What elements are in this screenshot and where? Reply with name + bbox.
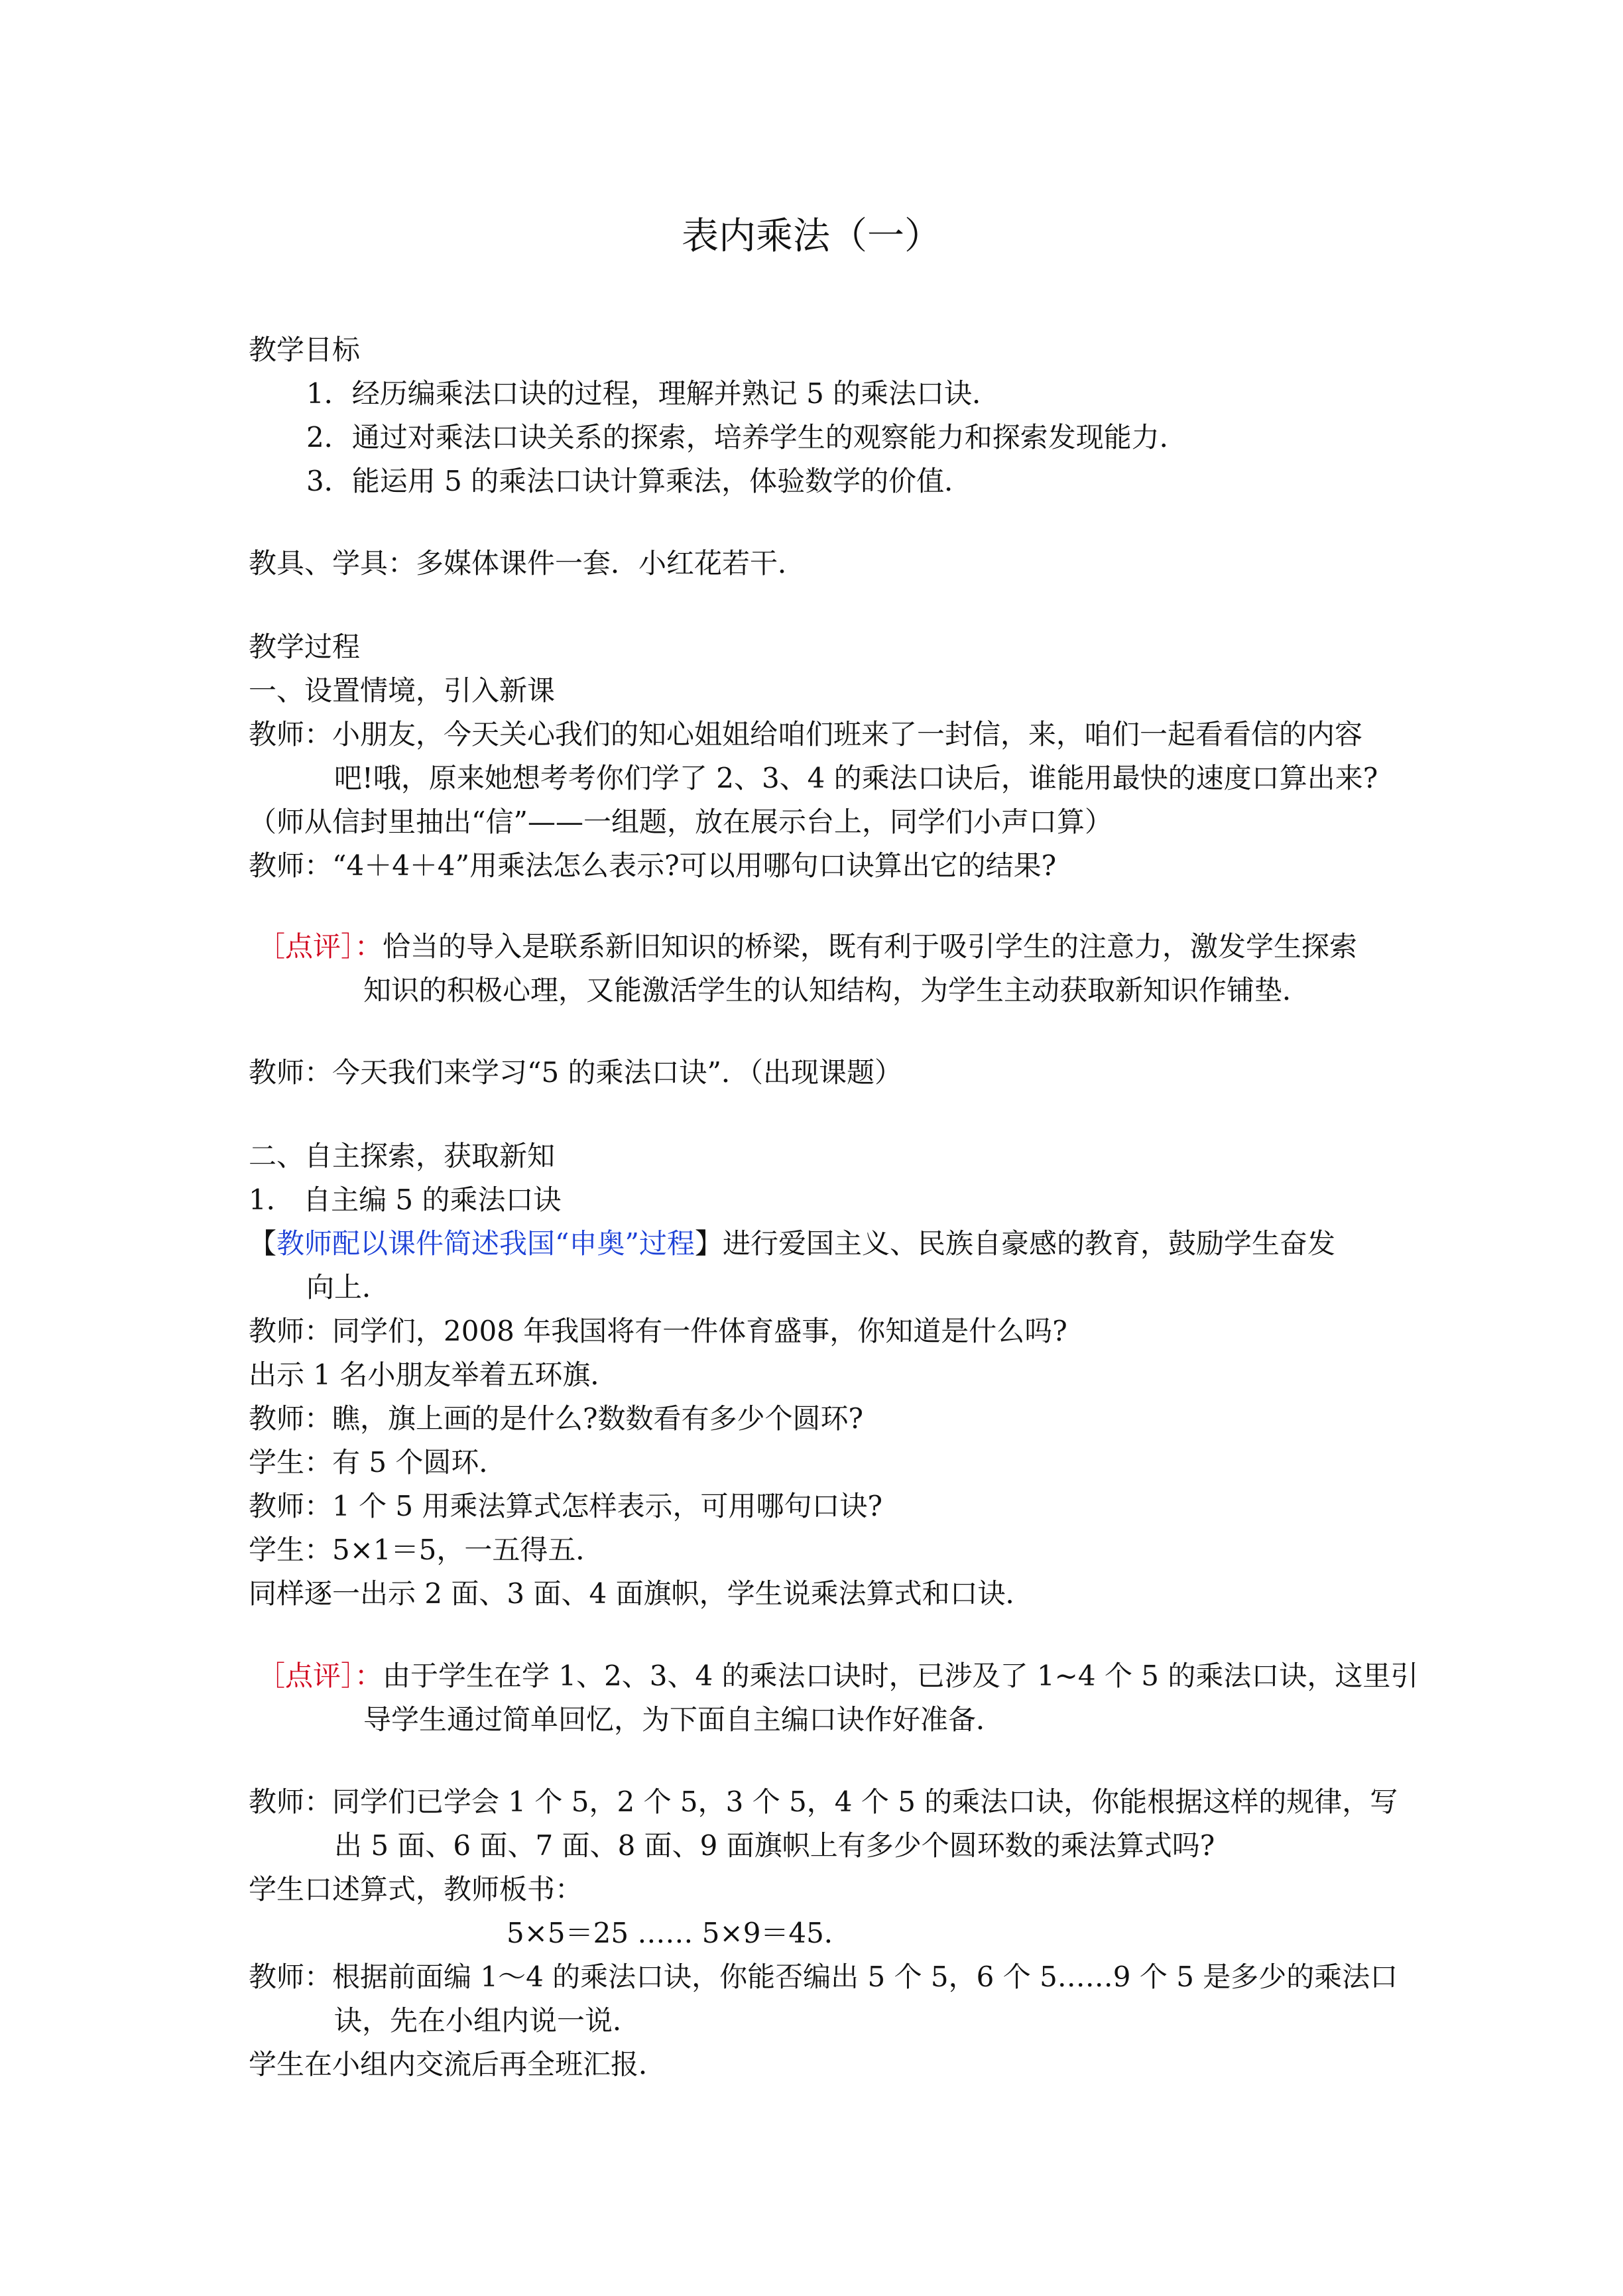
dialogue-line: 同样逐一出示 2 面、3 面、4 面旗帜，学生说乘法算式和口诀． [249, 1577, 1034, 1610]
comment-label: ［点评］： [257, 930, 383, 963]
comment-text: 由于学生在学 1、2、3、4 的乘法口诀时，已涉及了 1~4 个 5 的乘法口诀，这里引 [383, 1660, 1419, 1692]
dialogue-line: 教师：1 个 5 用乘法算式怎样表示，可用哪句口诀? [249, 1490, 883, 1522]
comment-2 [257, 1658, 1418, 1695]
objective-item-1: 1．经历编乘法口诀的过程，理解并熟记 5 的乘法口诀． [306, 377, 1000, 410]
board-formula: 5×5＝25 …… 5×9＝45． [507, 1917, 852, 1949]
paragraph-line: 诀，先在小组内说一说． [334, 2004, 641, 2037]
section-1-heading: 一、设置情境，引入新课 [249, 674, 556, 707]
paragraph-line: 教师：“4＋4＋4”用乘法怎么表示?可以用哪句口诀算出它的结果? [249, 849, 1057, 882]
comment-1 [257, 928, 1357, 965]
highlight-text: 教师配以课件简述我国“申奥”过程 [276, 1227, 695, 1260]
dialogue-line: 学生：有 5 个圆环． [249, 1446, 507, 1479]
paragraph-line: （师从信封里抽出“信”——一组题，放在展示台上，同学们小声口算） [249, 806, 1112, 838]
paragraph-line: 教师：同学们已学会 1 个 5，2 个 5，3 个 5，4 个 5 的乘法口诀，你能根据这样的规律，写 [249, 1785, 1398, 1818]
subsection-heading: 1． 自主编 5 的乘法口诀 [249, 1183, 562, 1216]
comment-label: ［点评］： [257, 1660, 383, 1692]
comment-text: 恰当的导入是联系新旧知识的桥梁，既有利于吸引学生的注意力，激发学生探索 [383, 930, 1358, 963]
section-2-heading: 二、自主探索，获取新知 [249, 1140, 556, 1172]
objective-item-3: 3．能运用 5 的乘法口诀计算乘法，体验数学的价值． [306, 465, 973, 497]
objective-item-2: 2．通过对乘法口诀关系的探索，培养学生的观察能力和探索发现能力． [306, 421, 1187, 453]
paragraph-line: 教师：小朋友，今天关心我们的知心姐姐给咱们班来了一封信，来，咱们一起看看信的内容 [249, 718, 1363, 751]
paragraph-line: 学生口述算式，教师板书： [249, 1873, 583, 1905]
tools-line: 教具、学具：多媒体课件一套．小红花若干． [249, 547, 806, 579]
dialogue-line: 教师：瞧，旗上画的是什么?数数看有多少个圆环? [249, 1402, 864, 1435]
paragraph-line: 向上． [306, 1271, 391, 1303]
paragraph-line: 教师：今天我们来学习“5 的乘法口诀”．（出现课题） [249, 1056, 903, 1089]
dialogue-line: 教师：同学们，2008 年我国将有一件体育盛事，你知道是什么吗? [249, 1315, 1067, 1347]
paragraph-line: 学生在小组内交流后再全班汇报． [249, 2048, 667, 2081]
comment-2-line-2: 导学生通过简单回忆，为下面自主编口诀作好准备． [363, 1703, 1004, 1736]
paragraph-line: 教师：根据前面编 1～4 的乘法口诀，你能否编出 5 个 5，6 个 5……9 个 5 是多少的乘法口 [249, 1961, 1398, 1993]
page-title: 表内乘法（一） [682, 215, 941, 258]
comment-1-line-2: 知识的积极心理，又能激活学生的认知结构，为学生主动获取新知识作铺垫． [363, 974, 1311, 1006]
highlight-line: 【教师配以课件简述我国“申奥”过程】进行爱国主义、民族自豪感的教育，鼓励学生奋发 [249, 1227, 1335, 1260]
paragraph-line: 吧!哦，原来她想考考你们学了 2、3、4 的乘法口诀后，谁能用最快的速度口算出来? [334, 762, 1378, 794]
dialogue-line: 学生：5×1＝5，一五得五． [249, 1534, 604, 1566]
process-heading: 教学过程 [249, 631, 361, 663]
objectives-heading: 教学目标 [249, 333, 361, 366]
dialogue-line: 出示 1 名小朋友举着五环旗． [249, 1359, 619, 1391]
paragraph-line: 出 5 面、6 面、7 面、8 面、9 面旗帜上有多少个圆环数的乘法算式吗? [334, 1829, 1215, 1862]
